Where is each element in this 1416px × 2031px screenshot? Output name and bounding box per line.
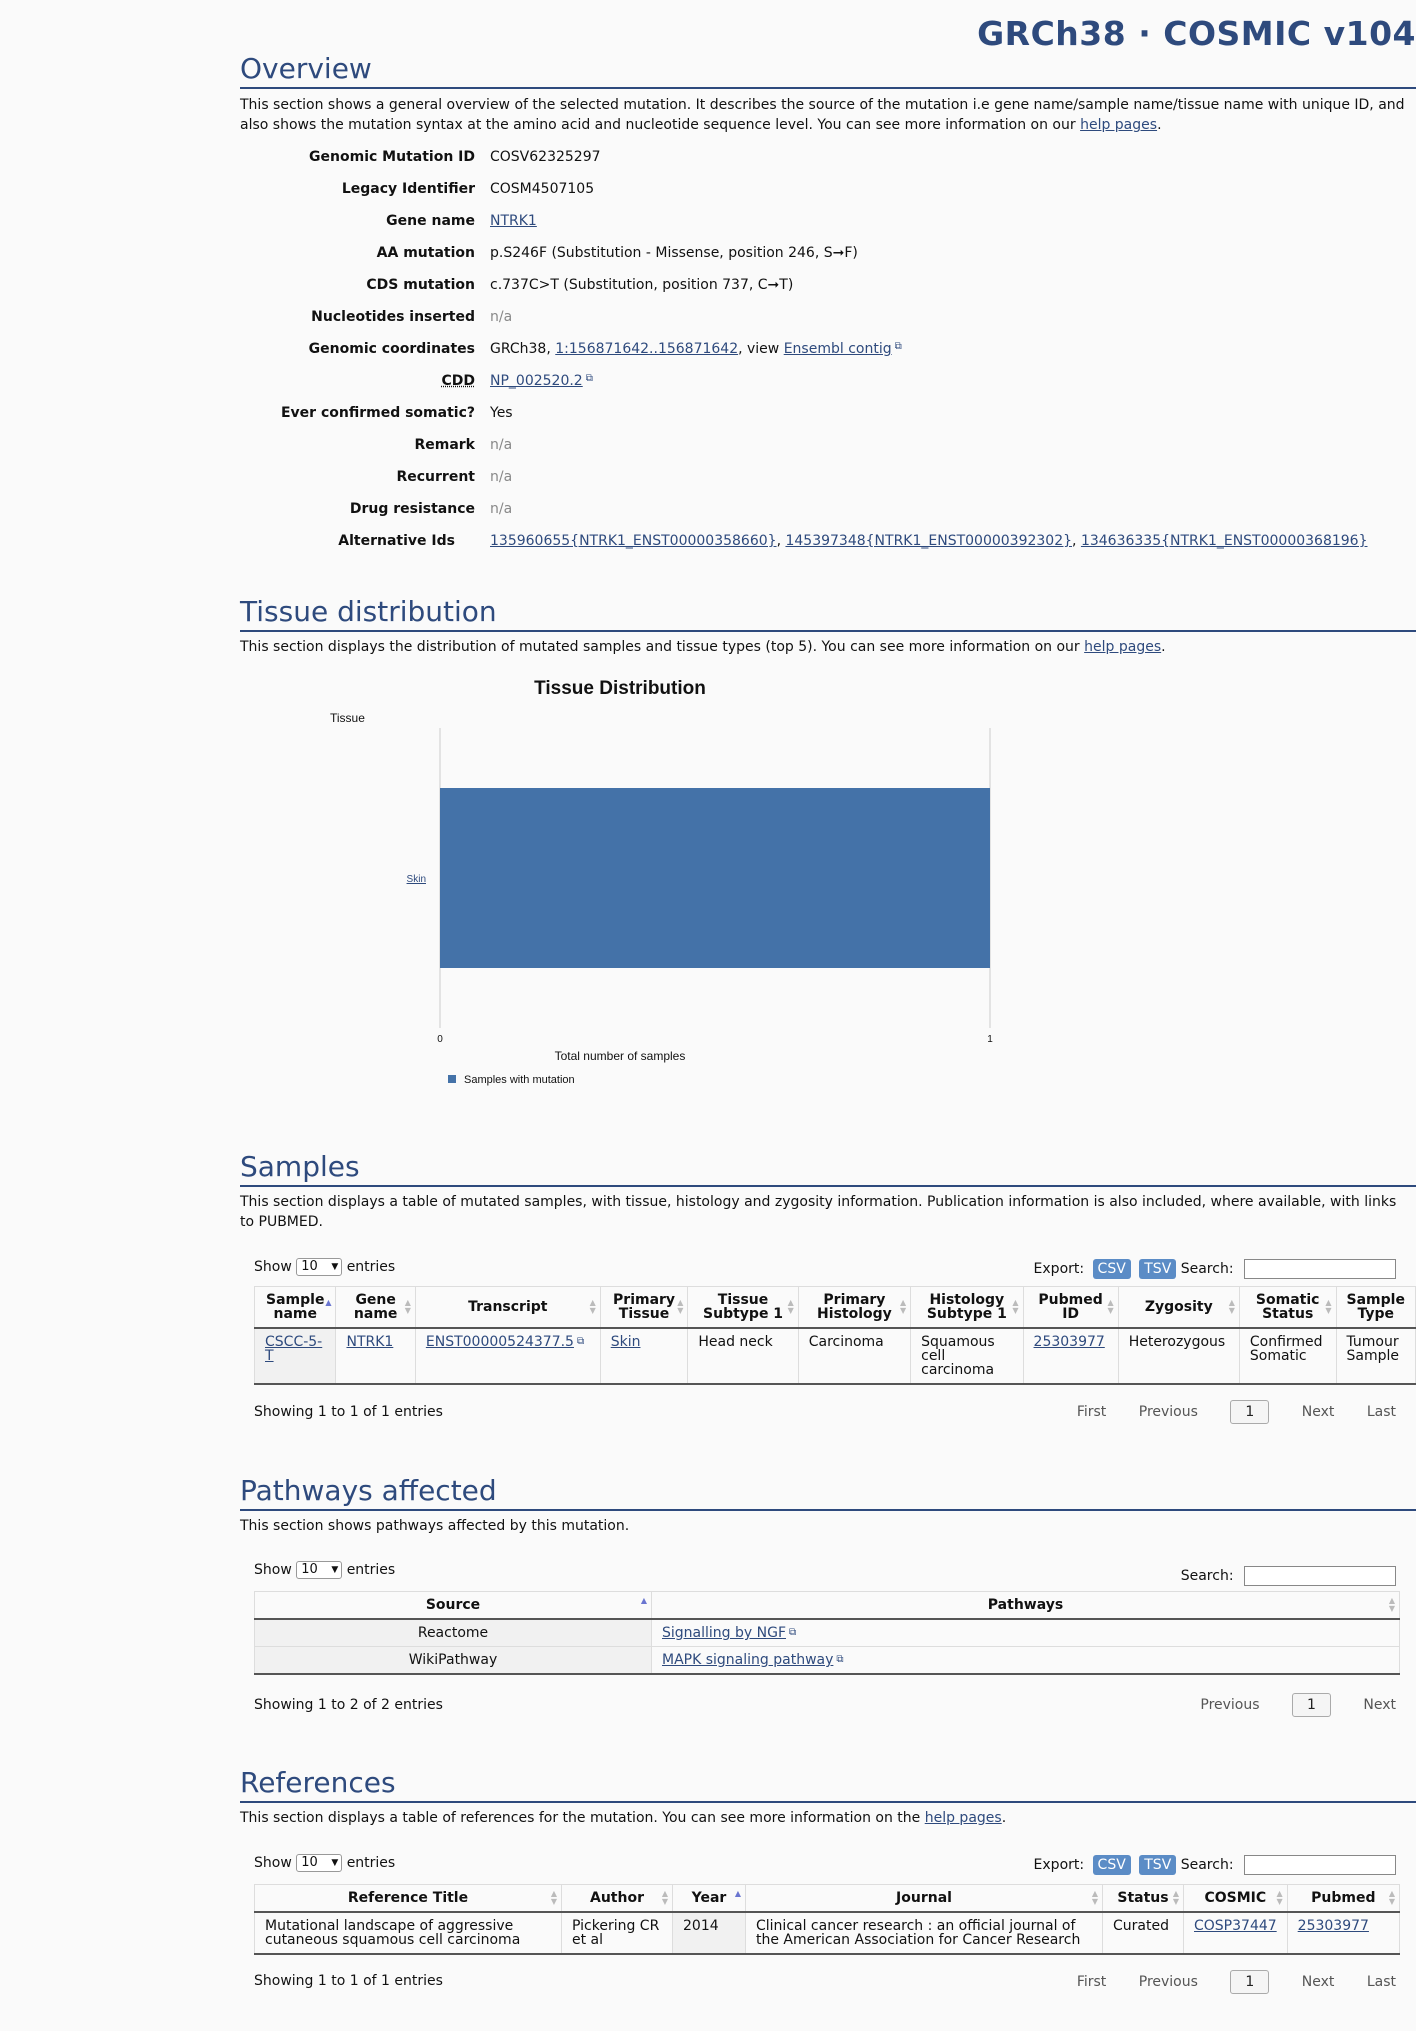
col-header-label: Reference Title: [347, 1890, 469, 1906]
ov-label: Genomic coordinates: [308, 341, 475, 357]
sort-icon: ▲ ▼: [787, 1298, 794, 1315]
samples-length-control: [254, 1258, 395, 1276]
ov-label: Nucleotides inserted: [311, 309, 475, 325]
chart-title: Tissue Distribution: [534, 678, 706, 699]
table-cell: [652, 1647, 1400, 1675]
ov-row-cds-mutation: [240, 277, 1416, 309]
ov-row-cdd: [240, 373, 1416, 405]
col-header-label: Gene name: [353, 1292, 398, 1322]
chart-y-tick-label[interactable]: Skin: [406, 874, 426, 885]
table-cell: Squamous cell carcinoma: [911, 1328, 1023, 1384]
table-cell: [1023, 1328, 1118, 1384]
samples-export-search: [1034, 1259, 1396, 1279]
chevron-down-icon: ▼: [331, 1262, 339, 1272]
entries-select-value: 10: [301, 1855, 318, 1870]
chart-legend-label: Samples with mutation: [464, 1074, 575, 1086]
table-cell: [652, 1619, 1400, 1647]
transcript-link[interactable]: ENST00000524377.5: [425, 1334, 574, 1350]
samples-desc-line-1: This section displays a table of mutated samples, with tissue, histology and zygosity information. Publication information is also included, where available, with links: [240, 1194, 1397, 1210]
tissue-desc-text: This section displays the distribution of mutated samples and tissue types (top 5). You can see more information on our: [240, 639, 1080, 655]
sort-icon: ▲ ▼: [1012, 1298, 1019, 1315]
ov-row-ever-confirmed: [240, 405, 1416, 437]
pager-previous-button[interactable]: Previous: [1200, 1697, 1260, 1713]
entries-select[interactable]: [296, 1561, 342, 1579]
pager-next-button[interactable]: Next: [1363, 1697, 1396, 1713]
ov-label: Legacy Identifier: [341, 181, 475, 197]
table-cell: [1287, 1912, 1399, 1954]
col-header[interactable]: [1118, 1287, 1239, 1329]
table-cell: Confirmed Somatic: [1239, 1328, 1336, 1384]
ov-value: COSV62325297: [490, 149, 601, 165]
col-header-label: Journal: [896, 1890, 952, 1906]
sort-icon: ▲ ▼: [550, 1889, 557, 1906]
chart-x-tick-label: 1: [987, 1034, 993, 1045]
coord-mid: , view: [738, 341, 780, 357]
external-link-icon: ⧉: [894, 341, 902, 352]
chart-bar: [440, 788, 990, 968]
ov-label: Genomic Mutation ID: [309, 149, 475, 165]
table-cell: Curated: [1103, 1912, 1184, 1954]
table-cell: WikiPathway: [255, 1647, 652, 1675]
chart-y-axis-label: Tissue: [330, 711, 365, 725]
sort-icon: ▲ ▼: [1172, 1889, 1179, 1906]
ov-label: AA mutation: [376, 245, 475, 261]
ov-label: Gene name: [386, 213, 475, 229]
page-header-title: GRCh38 · COSMIC v104: [977, 14, 1416, 53]
table-cell: [600, 1328, 688, 1384]
ov-row-nucleotides-inserted: [240, 309, 1416, 341]
table-cell: 2014: [673, 1912, 746, 1954]
sort-icon: ▲ ▼: [899, 1298, 907, 1315]
external-link-icon: ⧉: [836, 1654, 844, 1665]
sort-icon: ▲ ▼: [404, 1298, 411, 1315]
table-row: [255, 1647, 1400, 1675]
col-header[interactable]: [798, 1287, 910, 1329]
ov-label: CDD: [441, 373, 475, 389]
col-header-label: Transcript: [468, 1299, 548, 1315]
table-cell: [415, 1328, 600, 1384]
chevron-down-icon: ▼: [331, 1565, 339, 1575]
col-header-label: Primary Tissue: [613, 1292, 676, 1322]
genomic-coordinates-link[interactable]: 1:156871642..156871642: [555, 341, 739, 357]
export-tsv-button[interactable]: TSV: [1139, 1855, 1176, 1875]
search-label: Search:: [1180, 1857, 1234, 1873]
col-header-label: Primary Histology: [817, 1292, 892, 1322]
overview-desc-line-1: This section shows a general overview of the selected mutation. It describes the source of the mutation i.e gene name/sample name/tissue name with unique ID, and: [240, 97, 1405, 113]
sort-icon: ▲ ▼: [589, 1298, 596, 1315]
pager-next-button[interactable]: Next: [1301, 1404, 1335, 1420]
pubmed-link[interactable]: 25303977: [1297, 1918, 1369, 1934]
chart-x-tick-label: 0: [437, 1034, 443, 1045]
pathways-title: Pathways affected: [240, 1474, 1416, 1511]
show-label: Show: [254, 1562, 292, 1578]
entries-select[interactable]: [296, 1854, 342, 1872]
sort-icon: ▲ ▼: [661, 1889, 668, 1906]
ov-row-drug-resistance: [240, 501, 1416, 533]
col-header[interactable]: [600, 1287, 688, 1329]
ov-label: Ever confirmed somatic?: [280, 405, 475, 421]
external-link-icon: ⧉: [789, 1627, 797, 1638]
pathways-description: This section shows pathways affected by this mutation.: [240, 1518, 630, 1534]
references-description: This section displays a table of references for the mutation. You can see more information on the help pages.: [240, 1810, 1007, 1826]
col-header-label: Author: [590, 1890, 644, 1906]
references-desc-text: This section displays a table of references for the mutation. You can see more information on the: [240, 1810, 921, 1826]
pathways-search-input[interactable]: [1244, 1566, 1396, 1586]
alternative-id-link[interactable]: 135960655{NTRK1_ENST00000358660}: [490, 533, 777, 549]
ov-row-alternative-ids: [240, 533, 1416, 565]
external-link-icon: ⧉: [576, 1336, 585, 1347]
pager-page-button[interactable]: 1: [1292, 1693, 1331, 1717]
entries-select[interactable]: [296, 1258, 342, 1276]
overview-title: Overview: [240, 52, 1416, 89]
external-link-icon: ⧉: [585, 373, 593, 384]
gene-name-link[interactable]: NTRK1: [490, 213, 537, 229]
col-header[interactable]: [562, 1885, 673, 1913]
ov-value: n/a: [490, 437, 513, 453]
ov-row-gene-name: [240, 213, 1416, 245]
ov-value: p.S246F (Substitution - Missense, position 246, S➞F): [490, 245, 858, 261]
references-pagination: [1049, 1970, 1396, 1994]
samples-title: Samples: [240, 1150, 1416, 1187]
pager-page-button[interactable]: 1: [1230, 1400, 1269, 1424]
alternative-id-link[interactable]: 145397348{NTRK1_ENST00000392302}: [785, 533, 1073, 549]
show-label: Show: [254, 1855, 292, 1871]
references-table: [254, 1884, 1400, 1955]
col-header-label: Year: [691, 1890, 727, 1906]
table-row: [255, 1619, 1400, 1647]
pubmed-link[interactable]: 25303977: [1033, 1334, 1105, 1350]
chart-x-axis-label: Total number of samples: [554, 1049, 686, 1063]
table-cell: Carcinoma: [798, 1328, 910, 1384]
export-csv-button[interactable]: CSV: [1093, 1855, 1131, 1875]
col-header[interactable]: [255, 1885, 562, 1913]
col-header-label: Status: [1117, 1890, 1169, 1906]
gene-link[interactable]: NTRK1: [346, 1334, 394, 1350]
ov-label: CDS mutation: [366, 277, 475, 293]
table-cell: Pickering CR et al: [562, 1912, 673, 1954]
pager-page-button[interactable]: 1: [1230, 1970, 1269, 1994]
sort-icon: ▲ ▼: [1388, 1889, 1395, 1906]
ov-row-genomic-mutation-id: [240, 149, 1416, 181]
col-header-label: Zygosity: [1144, 1299, 1213, 1315]
pager-next-button[interactable]: Next: [1301, 1974, 1335, 1990]
ov-value: Yes: [490, 405, 513, 421]
col-header[interactable]: [1287, 1885, 1399, 1913]
references-info: Showing 1 to 1 of 1 entries: [254, 1973, 443, 1989]
ov-value: [490, 341, 902, 357]
tissue-link[interactable]: Skin: [610, 1334, 641, 1350]
table-cell: Tumour Sample: [1336, 1328, 1416, 1384]
alternative-id-link[interactable]: 134636335{NTRK1_ENST00000368196}: [1080, 533, 1368, 549]
sort-icon: ▲ ▼: [1388, 1596, 1395, 1613]
table-row: [255, 1912, 1400, 1954]
references-help-link[interactable]: help pages: [924, 1810, 1002, 1826]
col-header-label: Sample Type: [1346, 1292, 1405, 1322]
coord-prefix: GRCh38,: [490, 341, 551, 357]
references-export-search: [1034, 1855, 1396, 1875]
references-search-input[interactable]: [1244, 1855, 1396, 1875]
export-tsv-button[interactable]: TSV: [1139, 1259, 1176, 1279]
overview-description: This section shows a general overview of the selected mutation. It describes the source of the mutation i.e gene name/sample name/tissue name with unique ID, and also shows the mutation syntax at the amino acid and nucleotide sequence level. You can see more information on our help pages.: [240, 97, 1405, 133]
col-header-label: Pathways: [987, 1597, 1064, 1613]
search-label: Search:: [1180, 1568, 1234, 1584]
ov-row-recurrent: [240, 469, 1416, 501]
col-header-label: Sample name: [266, 1292, 325, 1322]
pathway-link[interactable]: Signalling by NGF: [662, 1625, 786, 1641]
overview-help-link[interactable]: help pages: [1080, 117, 1158, 133]
pathway-link[interactable]: MAPK signaling pathway: [662, 1652, 834, 1668]
ov-value: n/a: [490, 501, 513, 517]
table-cell: [255, 1328, 336, 1384]
col-header[interactable]: [652, 1592, 1400, 1620]
pager-last-button[interactable]: Last: [1366, 1974, 1396, 1990]
col-header-label: Somatic Status: [1255, 1292, 1320, 1322]
chevron-down-icon: ▼: [331, 1858, 339, 1868]
pathways-search: [1181, 1566, 1396, 1586]
col-header-label: COSMIC: [1204, 1890, 1267, 1906]
col-header[interactable]: [1336, 1287, 1416, 1329]
col-header[interactable]: [746, 1885, 1103, 1913]
pathways-table: [254, 1591, 1400, 1675]
col-header[interactable]: [1103, 1885, 1184, 1913]
cosmic-link[interactable]: COSP37447: [1194, 1918, 1277, 1934]
export-label: Export:: [1033, 1857, 1085, 1873]
entries-select-value: 10: [301, 1259, 318, 1274]
col-header-label: Pubmed: [1311, 1890, 1376, 1906]
export-csv-button[interactable]: CSV: [1093, 1259, 1131, 1279]
col-header[interactable]: [336, 1287, 415, 1329]
sort-asc-icon: ▲: [325, 1298, 332, 1307]
entries-label: entries: [346, 1259, 396, 1275]
references-title: References: [240, 1766, 1416, 1803]
ov-label: Recurrent: [396, 469, 475, 485]
references-length-control: [254, 1854, 395, 1872]
samples-description: [240, 1192, 1416, 1232]
table-cell: [1184, 1912, 1288, 1954]
tissue-description: This section displays the distribution of mutated samples and tissue types (top 5). You can see more information on our help pages.: [240, 639, 1166, 655]
ov-value: 135960655{NTRK1_ENST00000358660}, 145397348{NTRK1_ENST00000392302}, 134636335{NTRK1_ENST00000368196}: [490, 533, 1368, 549]
pathways-pagination: [1172, 1693, 1396, 1717]
sort-icon: ▲ ▼: [1091, 1889, 1098, 1906]
table-cell: Heterozygous: [1118, 1328, 1239, 1384]
col-header[interactable]: [255, 1592, 652, 1620]
samples-table: [254, 1286, 1416, 1385]
col-header[interactable]: [1023, 1287, 1118, 1329]
ov-row-remark: [240, 437, 1416, 469]
col-header[interactable]: [911, 1287, 1023, 1329]
pathways-length-control: [254, 1561, 395, 1579]
sort-icon: ▲ ▼: [1276, 1889, 1283, 1906]
tissue-help-link[interactable]: help pages: [1084, 639, 1162, 655]
pathways-info: Showing 1 to 2 of 2 entries: [254, 1697, 443, 1713]
ov-label: Remark: [414, 437, 475, 453]
sort-asc-icon: ▲: [640, 1596, 647, 1605]
table-row: [255, 1328, 1416, 1384]
entries-label: entries: [346, 1855, 396, 1871]
ov-value: n/a: [490, 469, 513, 485]
tissue-title: Tissue distribution: [240, 595, 1416, 632]
table-cell: Head neck: [688, 1328, 798, 1384]
overview-desc-line-2: also shows the mutation syntax at the amino acid and nucleotide sequence level. You can see more information on our: [240, 117, 1076, 133]
ov-value: n/a: [490, 309, 513, 325]
sort-icon: ▲ ▼: [1107, 1298, 1114, 1315]
cdd-link[interactable]: NP_002520.2: [490, 373, 583, 389]
ov-value: [490, 373, 593, 389]
sort-asc-icon: ▲: [734, 1889, 741, 1898]
col-header[interactable]: [255, 1287, 336, 1329]
samples-info: Showing 1 to 1 of 1 entries: [254, 1404, 443, 1420]
ov-row-genomic-coordinates: [240, 341, 1416, 373]
entries-select-value: 10: [301, 1562, 318, 1577]
export-label: Export:: [1033, 1261, 1085, 1277]
ov-label: Alternative Ids: [338, 533, 455, 549]
ov-row-legacy-identifier: [240, 181, 1416, 213]
table-cell: Mutational landscape of aggressive cutaneous squamous cell carcinoma: [255, 1912, 562, 1954]
col-header-label: Histology Subtype 1: [926, 1292, 1007, 1322]
col-header-label: Pubmed ID: [1038, 1292, 1103, 1322]
pager-last-button[interactable]: Last: [1366, 1404, 1396, 1420]
col-header[interactable]: [688, 1287, 798, 1329]
entries-label: entries: [346, 1562, 396, 1578]
col-header[interactable]: [1239, 1287, 1336, 1329]
sort-icon: ▲ ▼: [677, 1298, 684, 1315]
table-cell: Clinical cancer research : an official journal of the American Association for Cancer Research: [746, 1912, 1103, 1954]
samples-pagination: [1049, 1400, 1396, 1424]
sort-icon: ▲ ▼: [1228, 1298, 1235, 1315]
show-label: Show: [254, 1259, 292, 1275]
pager-first-button[interactable]: First: [1076, 1974, 1107, 1990]
samples-desc-line-2: to PUBMED.: [240, 1214, 323, 1230]
ov-label: Drug resistance: [349, 501, 475, 517]
ov-value: COSM4507105: [490, 181, 595, 197]
samples-search-input[interactable]: [1244, 1259, 1396, 1279]
tissue-distribution-chart: [240, 670, 1000, 1120]
pager-first-button[interactable]: First: [1076, 1404, 1107, 1420]
pager-previous-button[interactable]: Previous: [1138, 1404, 1198, 1420]
pager-previous-button[interactable]: Previous: [1138, 1974, 1198, 1990]
search-label: Search:: [1180, 1261, 1234, 1277]
col-header-label: Tissue Subtype 1: [703, 1292, 784, 1322]
table-cell: Reactome: [255, 1619, 652, 1647]
chart-legend-swatch: [448, 1075, 456, 1083]
sort-icon: ▲ ▼: [1325, 1298, 1332, 1315]
col-header[interactable]: [415, 1287, 600, 1329]
sample-link[interactable]: CSCC-5-T: [265, 1334, 323, 1364]
col-header[interactable]: [1184, 1885, 1288, 1913]
ensembl-contig-link[interactable]: Ensembl contig: [783, 341, 892, 357]
col-header[interactable]: [673, 1885, 746, 1913]
ov-value: c.737C>T (Substitution, position 737, C➞T): [490, 277, 794, 293]
col-header-label: Source: [425, 1597, 481, 1613]
ov-row-aa-mutation: [240, 245, 1416, 277]
table-cell: [336, 1328, 415, 1384]
